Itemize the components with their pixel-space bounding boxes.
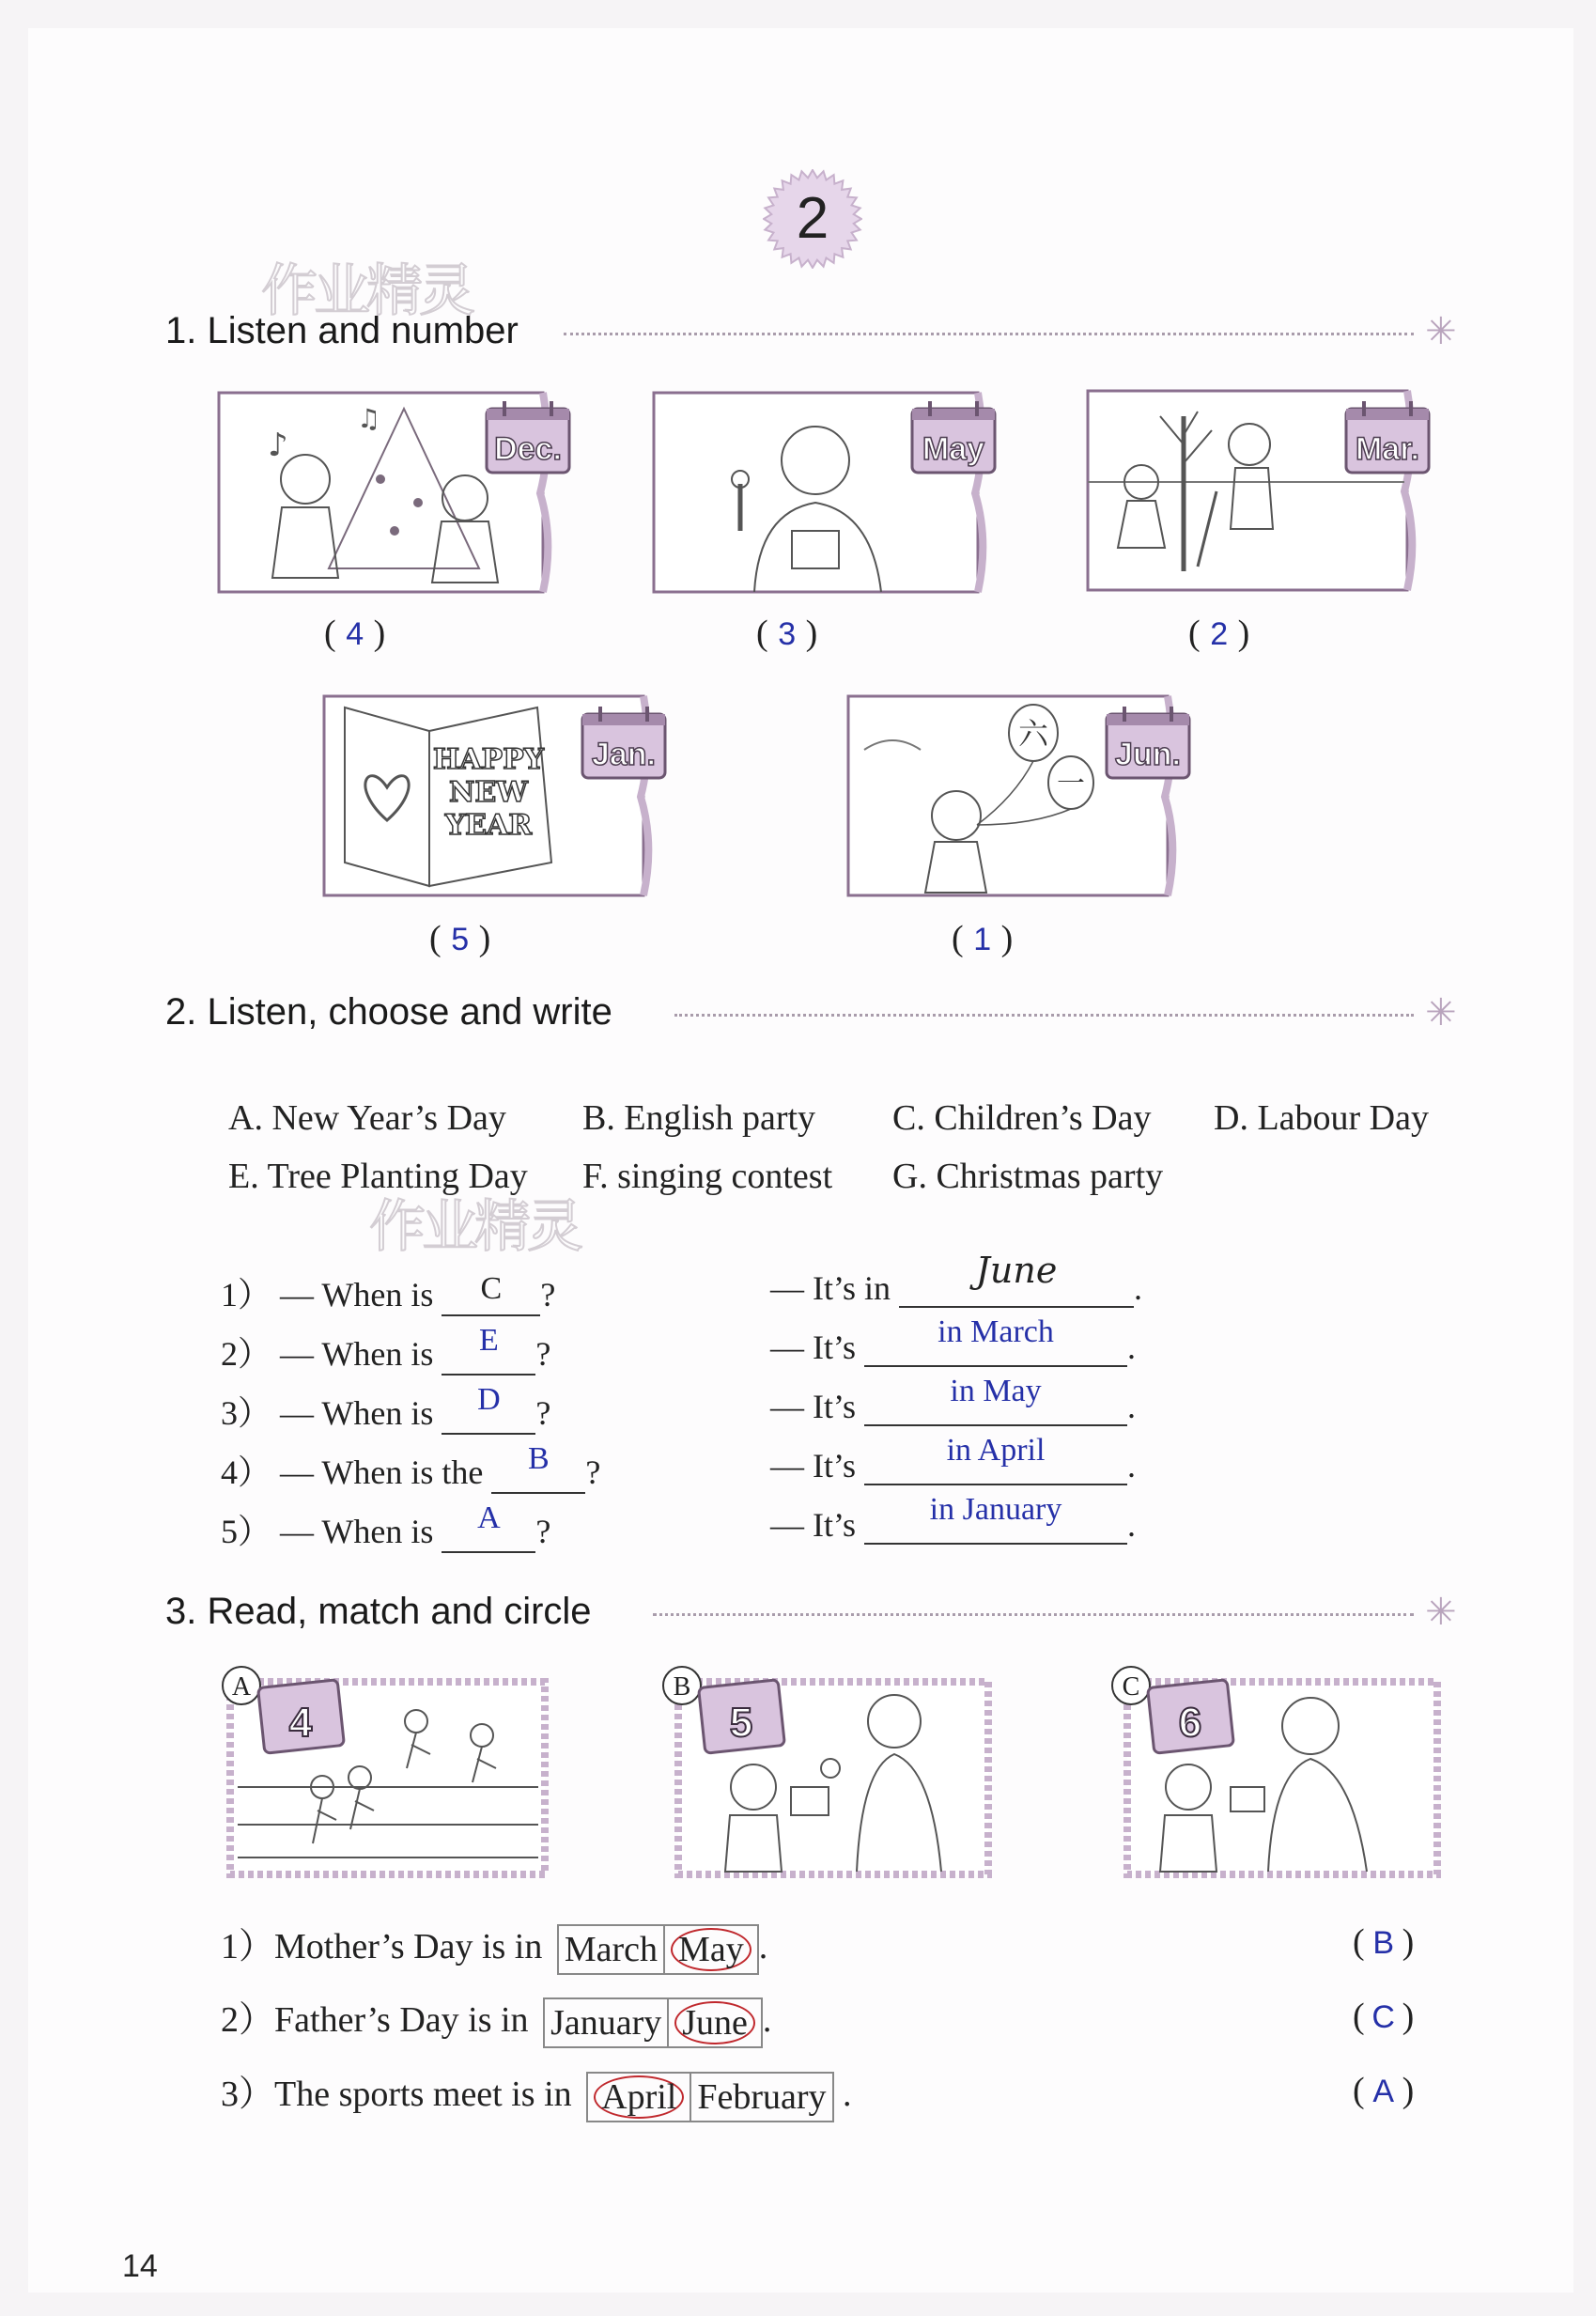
question-mark: ? [535,1335,551,1373]
question-row [221,1500,551,1553]
month-blank[interactable] [864,1314,1127,1367]
choice-box[interactable] [557,1924,665,1975]
response-text: — It’s in [770,1269,891,1307]
page-number: 14 [122,2248,158,2284]
answer-bracket: ( A ) [1353,2071,1415,2110]
period: . [758,1927,768,1966]
match-item [221,2064,852,2122]
month-blank[interactable] [864,1433,1127,1485]
question-mark: ? [540,1276,556,1313]
picture-fathers-day [1108,1665,1447,1886]
response-row: — It’s in January . [770,1492,1137,1544]
match-item [221,1990,771,2048]
question-text: — When is [280,1335,434,1373]
section1-title: 1. Listen and number [165,310,519,351]
calendar-month: Jan. [591,737,657,772]
match-item [221,1917,767,1975]
answer-value: 1 [973,922,992,957]
divider [564,333,1414,335]
answer-bracket: ( 2 ) [1188,614,1250,653]
choice-option-circled[interactable]: June [674,2001,755,2044]
picture-sports-meet [219,1665,557,1886]
calendar-month: May [922,431,985,467]
unit-badge [763,169,862,269]
picture-label: C [1122,1672,1140,1702]
item-text: Father’s Day is in [274,2000,529,2040]
picture-mothers-day [659,1665,998,1886]
month-answer: in March [937,1314,1054,1349]
response-text: — It’s [770,1388,857,1425]
answer-bracket: ( B ) [1353,1922,1415,1962]
answer-bracket: ( 3 ) [756,614,818,653]
answer-value: C [1371,1999,1395,2035]
picture-label: A [231,1672,252,1702]
question-mark: ? [585,1453,601,1491]
response-row: — It’s in May . [770,1374,1137,1425]
month-answer: in January [929,1492,1062,1527]
question-text: — When is [280,1276,434,1313]
letter-blank[interactable] [491,1441,585,1494]
response-text: — It’s [770,1329,857,1366]
question-number: 1） [221,1276,272,1313]
response-row: — It’s in June . [770,1250,1143,1307]
calendar-month: Dec. [494,431,562,467]
period: . [762,2000,772,2040]
picture-christmas [216,390,573,601]
answer-bracket: ( 4 ) [324,614,386,653]
calendar-month: Jun. [1115,737,1181,772]
divider [674,1014,1414,1017]
question-mark: ? [535,1513,551,1550]
option-item: F. singing contest [582,1157,833,1196]
letter-blank[interactable] [442,1500,535,1553]
answer-bracket: ( 1 ) [952,919,1014,958]
question-text: — When is the [280,1453,484,1491]
response-text: — It’s [770,1506,857,1544]
question-number: 3） [221,1394,272,1432]
answer-bracket: ( C ) [1353,1997,1415,2036]
choice-box[interactable] [543,1997,669,2048]
answer-value: A [1372,2074,1394,2109]
letter-answer: D [477,1382,501,1417]
answer-bracket: ( 5 ) [429,919,491,958]
option-item: C. Children’s Day [892,1098,1152,1138]
watermark: 作业精灵 [369,1194,580,1260]
card-text: HAPPY [432,743,545,776]
choice-option[interactable]: March [564,1930,659,1970]
choice-option[interactable]: January [550,2003,662,2044]
question-number: 4） [221,1453,272,1491]
svg-text:♫: ♫ [357,403,381,434]
response-text: — It’s [770,1447,857,1484]
month-blank[interactable] [864,1492,1127,1545]
option-item: D. Labour Day [1214,1098,1429,1138]
calendar-day-number: 4 [288,1700,313,1746]
month-answer: in May [950,1374,1042,1408]
answer-value: 2 [1210,616,1229,652]
sparkle-icon: ✳ [1425,991,1457,1034]
letter-blank[interactable] [442,1271,540,1316]
response-row: — It’s in April . [770,1433,1137,1484]
question-number: 2） [221,1335,272,1373]
question-text: — When is [280,1513,434,1550]
letter-answer: A [477,1500,501,1535]
item-number: 2） [221,2000,275,2040]
item-number: 3） [221,2075,275,2114]
choice-option-circled[interactable]: April [594,2075,684,2119]
option-item: G. Christmas party [892,1157,1164,1196]
response-row: — It’s in March . [770,1314,1137,1366]
month-answer: June [975,1250,1058,1291]
balloon-text: 六 [1017,716,1049,752]
question-number: 5） [221,1513,272,1550]
item-text: The sports meet is in [274,2075,572,2114]
watermark: 作业精灵 [261,258,472,324]
calendar-day-number: 5 [729,1700,753,1746]
calendar-month: Mar. [1355,431,1420,467]
sparkle-icon: ✳ [1425,1591,1457,1634]
letter-answer: E [478,1323,499,1358]
question-row [221,1268,555,1316]
choice-option-circled[interactable]: May [671,1928,752,1971]
choice-box[interactable] [691,2072,833,2122]
month-blank[interactable] [864,1374,1127,1426]
item-text: Mother’s Day is in [274,1927,543,1966]
answer-value: 4 [346,616,364,652]
card-text: YEAR [444,809,533,842]
period: . [843,2075,852,2114]
question-text: — When is [280,1394,434,1432]
balloon-text: 一 [1057,768,1085,800]
calendar-day-number: 6 [1178,1700,1202,1746]
question-row [221,1441,601,1494]
choice-box[interactable] [665,1924,759,1975]
answer-value: 3 [778,616,797,652]
letter-answer: C [480,1271,503,1306]
divider [653,1613,1414,1616]
picture-tree-planting [1085,388,1442,599]
letter-blank[interactable] [442,1323,535,1376]
month-answer: in April [946,1433,1046,1468]
section3-title: 3. Read, match and circle [165,1591,592,1632]
picture-label: B [673,1672,691,1702]
question-mark: ? [535,1394,551,1432]
question-row [221,1323,551,1376]
section2-title: 2. Listen, choose and write [165,991,612,1033]
svg-text:♪: ♪ [268,427,288,464]
choice-box[interactable] [586,2072,691,2122]
picture-worker [651,390,1008,601]
choice-box[interactable] [669,1997,763,2048]
sparkle-icon: ✳ [1425,310,1457,353]
answer-value: 5 [451,922,470,957]
picture-childrens-day [845,693,1202,905]
card-text: NEW [449,776,528,809]
option-item: E. Tree Planting Day [228,1157,528,1196]
letter-blank[interactable] [442,1382,535,1435]
picture-new-year-card [321,693,678,905]
unit-number: 2 [796,186,829,251]
letter-answer: B [527,1441,550,1476]
answer-value: B [1372,1925,1394,1961]
option-item: B. English party [582,1098,816,1138]
item-number: 1） [221,1927,275,1966]
option-item: A. New Year’s Day [228,1098,506,1138]
choice-option[interactable]: February [697,2077,827,2118]
question-row [221,1382,551,1435]
